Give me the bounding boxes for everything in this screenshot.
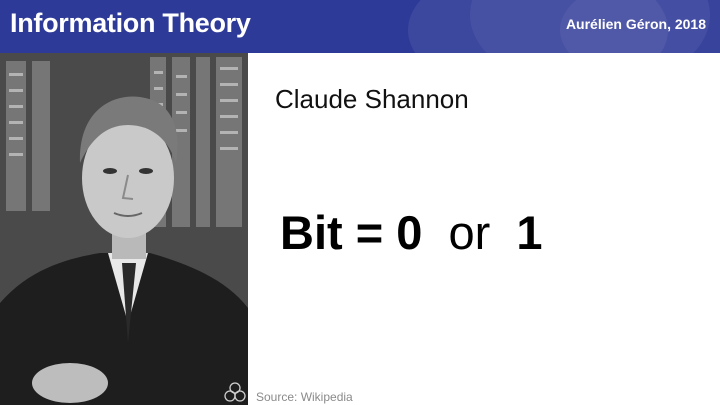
author-credit: Aurélien Géron, 2018 (565, 16, 706, 32)
or-text: or (448, 206, 491, 259)
image-source: Source: Wikipedia (256, 390, 353, 404)
shannon-photo (0, 53, 248, 405)
triangle-circles-logo-icon (224, 382, 246, 402)
bit-text: Bit = 0 (280, 206, 423, 259)
person-name: Claude Shannon (275, 84, 469, 114)
slide-header (0, 0, 720, 53)
one-text: 1 (516, 206, 543, 259)
portrait-illustration (0, 53, 248, 405)
slide-title: Information Theory (10, 8, 251, 38)
bit-definition (280, 205, 543, 260)
